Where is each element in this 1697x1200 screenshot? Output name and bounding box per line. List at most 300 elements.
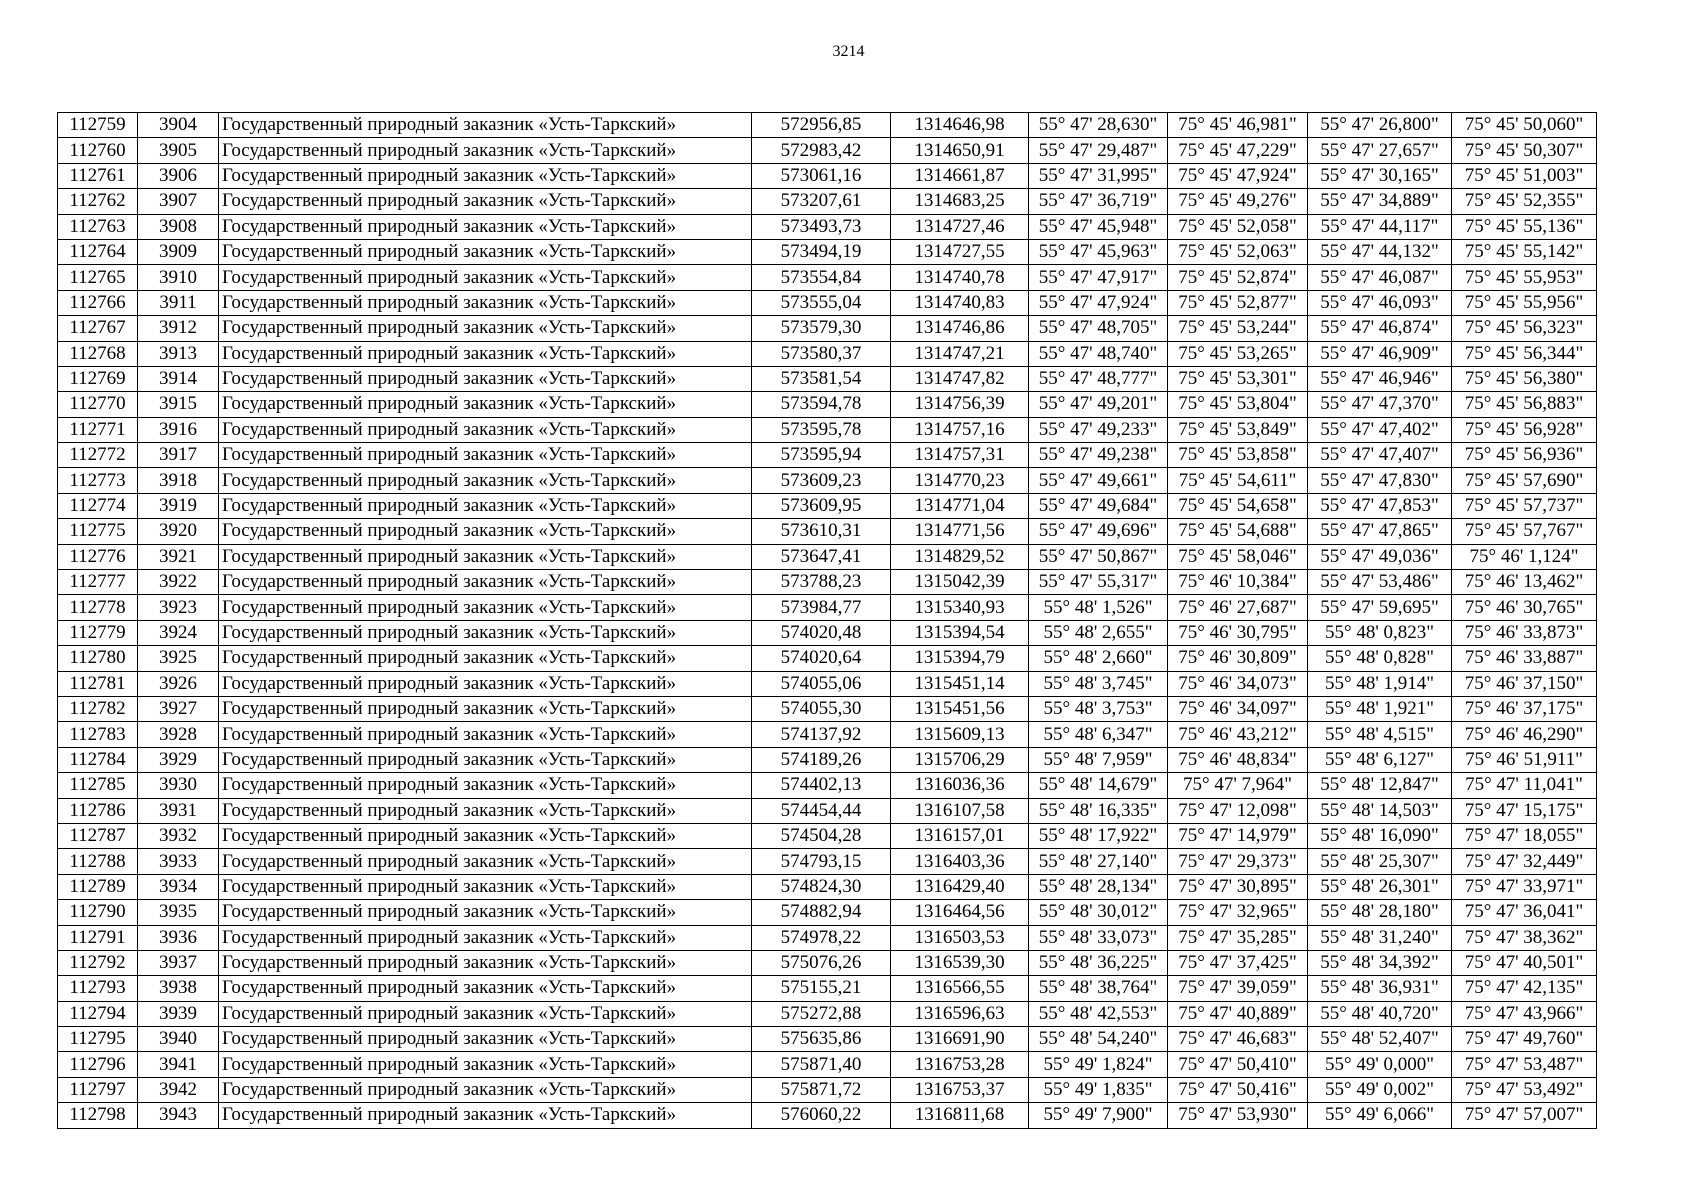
cell-point-number: 3927 xyxy=(138,696,219,721)
cell-latitude-1: 55° 47' 36,719" xyxy=(1029,189,1168,214)
cell-latitude-2: 55° 48' 0,823" xyxy=(1308,620,1452,645)
cell-y: 1316691,90 xyxy=(891,1027,1029,1052)
table-row xyxy=(58,747,1597,772)
table-row xyxy=(58,1103,1597,1128)
cell-object-name: Государственный природный заказник «Усть-Таркский» xyxy=(219,976,752,1001)
cell-x: 573494,19 xyxy=(752,239,891,264)
cell-id: 112769 xyxy=(58,366,138,391)
cell-latitude-1: 55° 47' 28,630" xyxy=(1029,113,1168,138)
cell-longitude-1: 75° 45' 46,981" xyxy=(1168,113,1308,138)
cell-y: 1316811,68 xyxy=(891,1103,1029,1128)
cell-longitude-2: 75° 45' 50,060" xyxy=(1452,113,1597,138)
cell-y: 1314740,83 xyxy=(891,290,1029,315)
table-row xyxy=(58,316,1597,341)
cell-longitude-1: 75° 46' 43,212" xyxy=(1168,722,1308,747)
cell-longitude-2: 75° 45' 56,928" xyxy=(1452,417,1597,442)
table-row xyxy=(58,239,1597,264)
cell-longitude-1: 75° 47' 50,410" xyxy=(1168,1052,1308,1077)
cell-point-number: 3910 xyxy=(138,265,219,290)
cell-latitude-2: 55° 47' 53,486" xyxy=(1308,570,1452,595)
cell-latitude-2: 55° 47' 27,657" xyxy=(1308,138,1452,163)
cell-y: 1315451,14 xyxy=(891,671,1029,696)
cell-latitude-1: 55° 47' 50,867" xyxy=(1029,544,1168,569)
table-row xyxy=(58,189,1597,214)
cell-id: 112767 xyxy=(58,316,138,341)
cell-latitude-1: 55° 47' 31,995" xyxy=(1029,163,1168,188)
cell-x: 574020,48 xyxy=(752,620,891,645)
cell-id: 112776 xyxy=(58,544,138,569)
cell-latitude-2: 55° 48' 1,921" xyxy=(1308,696,1452,721)
cell-y: 1314757,16 xyxy=(891,417,1029,442)
cell-latitude-1: 55° 47' 45,963" xyxy=(1029,239,1168,264)
cell-latitude-2: 55° 49' 0,000" xyxy=(1308,1052,1452,1077)
cell-longitude-2: 75° 45' 52,355" xyxy=(1452,189,1597,214)
cell-point-number: 3915 xyxy=(138,392,219,417)
table-row xyxy=(58,646,1597,671)
cell-latitude-2: 55° 48' 28,180" xyxy=(1308,900,1452,925)
table-row xyxy=(58,620,1597,645)
cell-longitude-1: 75° 47' 14,979" xyxy=(1168,823,1308,848)
cell-object-name: Государственный природный заказник «Усть-Таркский» xyxy=(219,366,752,391)
cell-longitude-2: 75° 46' 30,765" xyxy=(1452,595,1597,620)
cell-object-name: Государственный природный заказник «Усть-Таркский» xyxy=(219,773,752,798)
cell-latitude-1: 55° 48' 16,335" xyxy=(1029,798,1168,823)
cell-object-name: Государственный природный заказник «Усть-Таркский» xyxy=(219,239,752,264)
cell-longitude-2: 75° 45' 55,136" xyxy=(1452,214,1597,239)
cell-longitude-2: 75° 47' 38,362" xyxy=(1452,925,1597,950)
cell-latitude-2: 55° 48' 12,847" xyxy=(1308,773,1452,798)
cell-id: 112771 xyxy=(58,417,138,442)
cell-latitude-2: 55° 47' 46,874" xyxy=(1308,316,1452,341)
cell-object-name: Государственный природный заказник «Усть-Таркский» xyxy=(219,493,752,518)
cell-latitude-1: 55° 48' 36,225" xyxy=(1029,950,1168,975)
cell-y: 1314727,46 xyxy=(891,214,1029,239)
cell-id: 112768 xyxy=(58,341,138,366)
cell-y: 1314756,39 xyxy=(891,392,1029,417)
cell-object-name: Государственный природный заказник «Усть-Таркский» xyxy=(219,900,752,925)
cell-y: 1314771,04 xyxy=(891,493,1029,518)
cell-latitude-1: 55° 48' 17,922" xyxy=(1029,823,1168,848)
cell-longitude-2: 75° 47' 53,487" xyxy=(1452,1052,1597,1077)
cell-id: 112774 xyxy=(58,493,138,518)
cell-id: 112759 xyxy=(58,113,138,138)
cell-latitude-2: 55° 47' 46,087" xyxy=(1308,265,1452,290)
cell-latitude-1: 55° 47' 49,201" xyxy=(1029,392,1168,417)
cell-x: 575076,26 xyxy=(752,950,891,975)
cell-longitude-1: 75° 47' 39,059" xyxy=(1168,976,1308,1001)
cell-point-number: 3907 xyxy=(138,189,219,214)
cell-id: 112798 xyxy=(58,1103,138,1128)
cell-longitude-1: 75° 47' 7,964" xyxy=(1168,773,1308,798)
cell-longitude-1: 75° 46' 48,834" xyxy=(1168,747,1308,772)
cell-x: 574978,22 xyxy=(752,925,891,950)
table-row xyxy=(58,341,1597,366)
cell-object-name: Государственный природный заказник «Усть-Таркский» xyxy=(219,443,752,468)
cell-point-number: 3921 xyxy=(138,544,219,569)
cell-longitude-2: 75° 45' 57,737" xyxy=(1452,493,1597,518)
cell-latitude-1: 55° 48' 14,679" xyxy=(1029,773,1168,798)
cell-latitude-2: 55° 48' 14,503" xyxy=(1308,798,1452,823)
cell-id: 112782 xyxy=(58,696,138,721)
cell-latitude-2: 55° 48' 40,720" xyxy=(1308,1001,1452,1026)
cell-longitude-1: 75° 46' 34,073" xyxy=(1168,671,1308,696)
cell-id: 112796 xyxy=(58,1052,138,1077)
cell-point-number: 3941 xyxy=(138,1052,219,1077)
cell-x: 574055,30 xyxy=(752,696,891,721)
cell-y: 1316464,56 xyxy=(891,900,1029,925)
cell-y: 1314650,91 xyxy=(891,138,1029,163)
cell-latitude-1: 55° 48' 38,764" xyxy=(1029,976,1168,1001)
cell-x: 573788,23 xyxy=(752,570,891,595)
table-row xyxy=(58,950,1597,975)
cell-latitude-2: 55° 48' 31,240" xyxy=(1308,925,1452,950)
cell-point-number: 3929 xyxy=(138,747,219,772)
cell-point-number: 3918 xyxy=(138,468,219,493)
cell-y: 1316503,53 xyxy=(891,925,1029,950)
cell-x: 573555,04 xyxy=(752,290,891,315)
cell-longitude-2: 75° 47' 40,501" xyxy=(1452,950,1597,975)
cell-latitude-2: 55° 48' 36,931" xyxy=(1308,976,1452,1001)
cell-longitude-2: 75° 45' 51,003" xyxy=(1452,163,1597,188)
cell-longitude-1: 75° 47' 53,930" xyxy=(1168,1103,1308,1128)
cell-longitude-2: 75° 45' 56,936" xyxy=(1452,443,1597,468)
cell-y: 1316403,36 xyxy=(891,849,1029,874)
cell-y: 1315451,56 xyxy=(891,696,1029,721)
cell-x: 573579,30 xyxy=(752,316,891,341)
cell-point-number: 3924 xyxy=(138,620,219,645)
cell-latitude-1: 55° 48' 2,655" xyxy=(1029,620,1168,645)
cell-point-number: 3920 xyxy=(138,519,219,544)
cell-latitude-2: 55° 47' 46,946" xyxy=(1308,366,1452,391)
cell-object-name: Государственный природный заказник «Усть-Таркский» xyxy=(219,722,752,747)
table-row xyxy=(58,265,1597,290)
cell-latitude-1: 55° 47' 55,317" xyxy=(1029,570,1168,595)
cell-y: 1315042,39 xyxy=(891,570,1029,595)
cell-point-number: 3908 xyxy=(138,214,219,239)
table-row xyxy=(58,696,1597,721)
cell-longitude-2: 75° 47' 42,135" xyxy=(1452,976,1597,1001)
cell-point-number: 3922 xyxy=(138,570,219,595)
cell-x: 573609,95 xyxy=(752,493,891,518)
cell-object-name: Государственный природный заказник «Усть-Таркский» xyxy=(219,519,752,544)
cell-id: 112760 xyxy=(58,138,138,163)
table-row xyxy=(58,417,1597,442)
table-row xyxy=(58,976,1597,1001)
cell-longitude-2: 75° 47' 36,041" xyxy=(1452,900,1597,925)
cell-id: 112793 xyxy=(58,976,138,1001)
cell-point-number: 3942 xyxy=(138,1077,219,1102)
cell-latitude-1: 55° 47' 47,924" xyxy=(1029,290,1168,315)
cell-x: 575871,72 xyxy=(752,1077,891,1102)
cell-id: 112791 xyxy=(58,925,138,950)
table-row xyxy=(58,113,1597,138)
cell-x: 575871,40 xyxy=(752,1052,891,1077)
cell-latitude-1: 55° 47' 47,917" xyxy=(1029,265,1168,290)
cell-longitude-1: 75° 45' 47,229" xyxy=(1168,138,1308,163)
cell-longitude-1: 75° 45' 58,046" xyxy=(1168,544,1308,569)
cell-x: 574189,26 xyxy=(752,747,891,772)
table-row xyxy=(58,366,1597,391)
cell-object-name: Государственный природный заказник «Усть-Таркский» xyxy=(219,798,752,823)
cell-id: 112797 xyxy=(58,1077,138,1102)
cell-longitude-2: 75° 45' 56,323" xyxy=(1452,316,1597,341)
cell-point-number: 3928 xyxy=(138,722,219,747)
cell-latitude-2: 55° 49' 0,002" xyxy=(1308,1077,1452,1102)
cell-point-number: 3909 xyxy=(138,239,219,264)
cell-latitude-1: 55° 48' 3,745" xyxy=(1029,671,1168,696)
cell-y: 1314747,21 xyxy=(891,341,1029,366)
cell-point-number: 3943 xyxy=(138,1103,219,1128)
cell-latitude-2: 55° 47' 47,407" xyxy=(1308,443,1452,468)
cell-object-name: Государственный природный заказник «Усть-Таркский» xyxy=(219,138,752,163)
cell-x: 574137,92 xyxy=(752,722,891,747)
table-row xyxy=(58,823,1597,848)
cell-longitude-2: 75° 46' 46,290" xyxy=(1452,722,1597,747)
cell-longitude-2: 75° 47' 43,966" xyxy=(1452,1001,1597,1026)
cell-longitude-2: 75° 47' 15,175" xyxy=(1452,798,1597,823)
table-row xyxy=(58,443,1597,468)
cell-id: 112786 xyxy=(58,798,138,823)
cell-latitude-1: 55° 47' 49,696" xyxy=(1029,519,1168,544)
table-row xyxy=(58,519,1597,544)
cell-latitude-2: 55° 47' 47,865" xyxy=(1308,519,1452,544)
cell-latitude-1: 55° 48' 42,553" xyxy=(1029,1001,1168,1026)
cell-object-name: Государственный природный заказник «Усть-Таркский» xyxy=(219,1052,752,1077)
cell-latitude-2: 55° 47' 44,132" xyxy=(1308,239,1452,264)
cell-latitude-1: 55° 48' 30,012" xyxy=(1029,900,1168,925)
cell-latitude-2: 55° 48' 6,127" xyxy=(1308,747,1452,772)
cell-longitude-1: 75° 47' 40,889" xyxy=(1168,1001,1308,1026)
cell-object-name: Государственный природный заказник «Усть-Таркский» xyxy=(219,290,752,315)
cell-longitude-2: 75° 45' 55,956" xyxy=(1452,290,1597,315)
cell-longitude-2: 75° 47' 11,041" xyxy=(1452,773,1597,798)
cell-id: 112794 xyxy=(58,1001,138,1026)
table-row xyxy=(58,849,1597,874)
cell-longitude-1: 75° 45' 53,244" xyxy=(1168,316,1308,341)
cell-x: 574055,06 xyxy=(752,671,891,696)
cell-latitude-2: 55° 48' 26,301" xyxy=(1308,874,1452,899)
cell-object-name: Государственный природный заказник «Усть-Таркский» xyxy=(219,468,752,493)
cell-point-number: 3914 xyxy=(138,366,219,391)
cell-point-number: 3926 xyxy=(138,671,219,696)
cell-y: 1315394,54 xyxy=(891,620,1029,645)
cell-longitude-1: 75° 47' 46,683" xyxy=(1168,1027,1308,1052)
cell-object-name: Государственный природный заказник «Усть-Таркский» xyxy=(219,620,752,645)
cell-longitude-1: 75° 46' 34,097" xyxy=(1168,696,1308,721)
cell-id: 112761 xyxy=(58,163,138,188)
cell-x: 573207,61 xyxy=(752,189,891,214)
cell-point-number: 3923 xyxy=(138,595,219,620)
cell-latitude-1: 55° 47' 48,777" xyxy=(1029,366,1168,391)
cell-longitude-1: 75° 46' 30,809" xyxy=(1168,646,1308,671)
cell-x: 573581,54 xyxy=(752,366,891,391)
cell-object-name: Государственный природный заказник «Усть-Таркский» xyxy=(219,265,752,290)
cell-y: 1316566,55 xyxy=(891,976,1029,1001)
cell-latitude-2: 55° 47' 47,370" xyxy=(1308,392,1452,417)
cell-x: 573609,23 xyxy=(752,468,891,493)
cell-x: 574793,15 xyxy=(752,849,891,874)
cell-id: 112783 xyxy=(58,722,138,747)
cell-point-number: 3935 xyxy=(138,900,219,925)
cell-latitude-1: 55° 47' 49,684" xyxy=(1029,493,1168,518)
cell-latitude-2: 55° 47' 49,036" xyxy=(1308,544,1452,569)
cell-id: 112792 xyxy=(58,950,138,975)
cell-longitude-1: 75° 45' 53,301" xyxy=(1168,366,1308,391)
cell-longitude-2: 75° 46' 37,150" xyxy=(1452,671,1597,696)
cell-object-name: Государственный природный заказник «Усть-Таркский» xyxy=(219,417,752,442)
table-row xyxy=(58,138,1597,163)
cell-longitude-1: 75° 47' 29,373" xyxy=(1168,849,1308,874)
cell-longitude-2: 75° 45' 56,883" xyxy=(1452,392,1597,417)
cell-x: 574020,64 xyxy=(752,646,891,671)
cell-latitude-1: 55° 48' 33,073" xyxy=(1029,925,1168,950)
cell-longitude-2: 75° 47' 32,449" xyxy=(1452,849,1597,874)
cell-point-number: 3904 xyxy=(138,113,219,138)
cell-y: 1316157,01 xyxy=(891,823,1029,848)
cell-longitude-2: 75° 45' 55,953" xyxy=(1452,265,1597,290)
cell-object-name: Государственный природный заказник «Усть-Таркский» xyxy=(219,747,752,772)
cell-object-name: Государственный природный заказник «Усть-Таркский» xyxy=(219,113,752,138)
cell-longitude-1: 75° 45' 54,611" xyxy=(1168,468,1308,493)
cell-longitude-1: 75° 45' 53,804" xyxy=(1168,392,1308,417)
cell-latitude-1: 55° 49' 1,835" xyxy=(1029,1077,1168,1102)
cell-latitude-1: 55° 49' 1,824" xyxy=(1029,1052,1168,1077)
cell-longitude-1: 75° 45' 49,276" xyxy=(1168,189,1308,214)
cell-longitude-1: 75° 47' 32,965" xyxy=(1168,900,1308,925)
cell-x: 574882,94 xyxy=(752,900,891,925)
table-body xyxy=(58,113,1597,1129)
cell-y: 1314771,56 xyxy=(891,519,1029,544)
cell-longitude-2: 75° 47' 57,007" xyxy=(1452,1103,1597,1128)
cell-latitude-1: 55° 47' 48,740" xyxy=(1029,341,1168,366)
cell-id: 112780 xyxy=(58,646,138,671)
cell-y: 1314683,25 xyxy=(891,189,1029,214)
cell-point-number: 3940 xyxy=(138,1027,219,1052)
cell-latitude-2: 55° 47' 46,909" xyxy=(1308,341,1452,366)
table-row xyxy=(58,1077,1597,1102)
table-row xyxy=(58,1027,1597,1052)
cell-id: 112775 xyxy=(58,519,138,544)
cell-y: 1314829,52 xyxy=(891,544,1029,569)
cell-longitude-1: 75° 45' 53,265" xyxy=(1168,341,1308,366)
cell-x: 575155,21 xyxy=(752,976,891,1001)
cell-longitude-1: 75° 47' 37,425" xyxy=(1168,950,1308,975)
cell-x: 573580,37 xyxy=(752,341,891,366)
cell-y: 1314770,23 xyxy=(891,468,1029,493)
cell-point-number: 3913 xyxy=(138,341,219,366)
cell-object-name: Государственный природный заказник «Усть-Таркский» xyxy=(219,696,752,721)
cell-longitude-2: 75° 45' 57,767" xyxy=(1452,519,1597,544)
cell-latitude-1: 55° 48' 54,240" xyxy=(1029,1027,1168,1052)
cell-y: 1316429,40 xyxy=(891,874,1029,899)
table-row xyxy=(58,925,1597,950)
cell-y: 1314757,31 xyxy=(891,443,1029,468)
cell-longitude-2: 75° 45' 57,690" xyxy=(1452,468,1597,493)
cell-longitude-2: 75° 45' 56,344" xyxy=(1452,341,1597,366)
page-number: 3214 xyxy=(832,43,865,60)
cell-object-name: Государственный природный заказник «Усть-Таркский» xyxy=(219,1027,752,1052)
cell-object-name: Государственный природный заказник «Усть-Таркский» xyxy=(219,544,752,569)
cell-object-name: Государственный природный заказник «Усть-Таркский» xyxy=(219,392,752,417)
cell-longitude-2: 75° 45' 50,307" xyxy=(1452,138,1597,163)
cell-point-number: 3911 xyxy=(138,290,219,315)
cell-object-name: Государственный природный заказник «Усть-Таркский» xyxy=(219,849,752,874)
cell-y: 1314747,82 xyxy=(891,366,1029,391)
cell-point-number: 3919 xyxy=(138,493,219,518)
cell-latitude-1: 55° 47' 49,238" xyxy=(1029,443,1168,468)
cell-y: 1314661,87 xyxy=(891,163,1029,188)
cell-id: 112789 xyxy=(58,874,138,899)
table-row xyxy=(58,392,1597,417)
cell-x: 576060,22 xyxy=(752,1103,891,1128)
cell-id: 112778 xyxy=(58,595,138,620)
cell-latitude-2: 55° 47' 46,093" xyxy=(1308,290,1452,315)
cell-latitude-2: 55° 48' 0,828" xyxy=(1308,646,1452,671)
table-row xyxy=(58,595,1597,620)
cell-latitude-1: 55° 48' 2,660" xyxy=(1029,646,1168,671)
cell-id: 112784 xyxy=(58,747,138,772)
cell-object-name: Государственный природный заказник «Усть-Таркский» xyxy=(219,595,752,620)
cell-x: 573984,77 xyxy=(752,595,891,620)
cell-longitude-2: 75° 46' 51,911" xyxy=(1452,747,1597,772)
cell-x: 574824,30 xyxy=(752,874,891,899)
cell-longitude-1: 75° 45' 52,063" xyxy=(1168,239,1308,264)
cell-x: 573595,78 xyxy=(752,417,891,442)
cell-longitude-1: 75° 46' 27,687" xyxy=(1168,595,1308,620)
cell-object-name: Государственный природный заказник «Усть-Таркский» xyxy=(219,950,752,975)
cell-point-number: 3916 xyxy=(138,417,219,442)
cell-y: 1315609,13 xyxy=(891,722,1029,747)
cell-longitude-2: 75° 47' 49,760" xyxy=(1452,1027,1597,1052)
cell-latitude-1: 55° 47' 48,705" xyxy=(1029,316,1168,341)
cell-x: 572983,42 xyxy=(752,138,891,163)
cell-point-number: 3930 xyxy=(138,773,219,798)
cell-object-name: Государственный природный заказник «Усть-Таркский» xyxy=(219,1103,752,1128)
cell-latitude-2: 55° 47' 30,165" xyxy=(1308,163,1452,188)
cell-id: 112777 xyxy=(58,570,138,595)
coordinates-table xyxy=(57,112,1597,1129)
cell-object-name: Государственный природный заказник «Усть-Таркский» xyxy=(219,189,752,214)
cell-x: 574454,44 xyxy=(752,798,891,823)
cell-y: 1316539,30 xyxy=(891,950,1029,975)
cell-id: 112787 xyxy=(58,823,138,848)
cell-longitude-2: 75° 47' 53,492" xyxy=(1452,1077,1597,1102)
cell-id: 112766 xyxy=(58,290,138,315)
cell-object-name: Государственный природный заказник «Усть-Таркский» xyxy=(219,1001,752,1026)
cell-x: 572956,85 xyxy=(752,113,891,138)
cell-x: 575635,86 xyxy=(752,1027,891,1052)
cell-object-name: Государственный природный заказник «Усть-Таркский» xyxy=(219,925,752,950)
cell-latitude-2: 55° 47' 59,695" xyxy=(1308,595,1452,620)
table-row xyxy=(58,468,1597,493)
cell-x: 574402,13 xyxy=(752,773,891,798)
cell-latitude-1: 55° 48' 28,134" xyxy=(1029,874,1168,899)
cell-x: 573554,84 xyxy=(752,265,891,290)
cell-y: 1315706,29 xyxy=(891,747,1029,772)
cell-latitude-2: 55° 47' 47,402" xyxy=(1308,417,1452,442)
cell-latitude-1: 55° 48' 1,526" xyxy=(1029,595,1168,620)
cell-id: 112795 xyxy=(58,1027,138,1052)
cell-latitude-2: 55° 48' 52,407" xyxy=(1308,1027,1452,1052)
cell-latitude-2: 55° 48' 1,914" xyxy=(1308,671,1452,696)
cell-y: 1315394,79 xyxy=(891,646,1029,671)
cell-longitude-1: 75° 45' 47,924" xyxy=(1168,163,1308,188)
cell-longitude-1: 75° 45' 53,849" xyxy=(1168,417,1308,442)
table-row xyxy=(58,214,1597,239)
cell-x: 573647,41 xyxy=(752,544,891,569)
cell-point-number: 3933 xyxy=(138,849,219,874)
cell-longitude-2: 75° 46' 33,887" xyxy=(1452,646,1597,671)
